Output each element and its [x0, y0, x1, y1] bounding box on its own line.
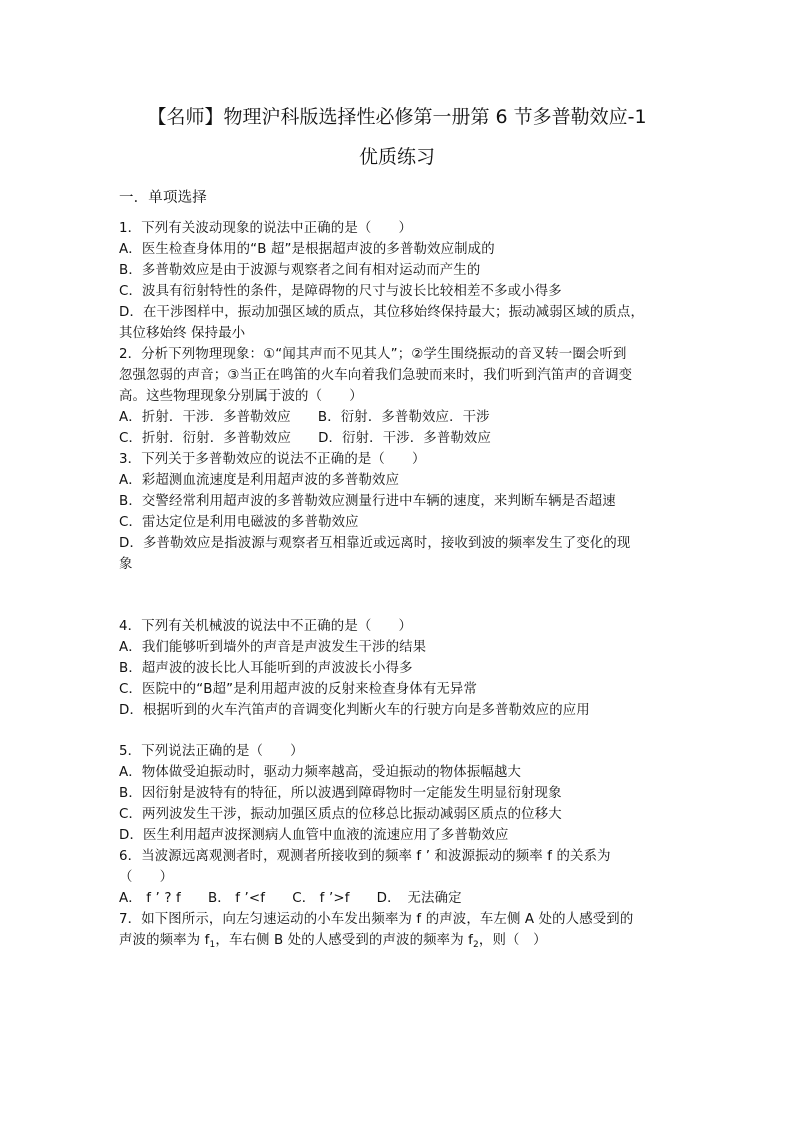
question-3-option-c: C．雷达定位是利用电磁波的多普勒效应 — [119, 515, 359, 530]
question-3-option-b: B．交警经常利用超声波的多普勒效应测量行进中车辆的速度，来判断车辆是否超速 — [119, 494, 616, 509]
subscript-2: 2 — [473, 940, 479, 950]
question-3-option-a: A．彩超测血流速度是利用超声波的多普勒效应 — [119, 473, 400, 488]
question-5-stem: 5．下列说法正确的是（ ） — [119, 744, 304, 759]
subscript-1: 1 — [209, 940, 216, 950]
question-1-option-c: C．波具有衍射特性的条件，是障碍物的尺寸与波长比较相差不多或小得多 — [119, 284, 562, 299]
question-1-stem: 1．下列有关波动现象的说法中正确的是（ ） — [119, 221, 413, 236]
question-5-option-b: B．因衍射是波特有的特征，所以波遇到障碍物时一定能发生明显衍射现象 — [119, 786, 562, 801]
question-5-option-a: A．物体做受迫振动时，驱动力频率越高，受迫振动的物体振幅越大 — [119, 765, 521, 780]
document-title-line2: 优质练习 — [358, 146, 435, 168]
question-5-option-d: D．医生利用超声波探测病人血管中血液的流速应用了多普勒效应 — [119, 828, 509, 843]
question-1-option-b: B．多普勒效应是由于波源与观察者之间有相对运动而产生的 — [119, 263, 481, 278]
question-4-option-a: A．我们能够听到墙外的声音是声波发生干涉的结果 — [119, 640, 427, 655]
question-7-text-part2: ，车右侧 B 处的人感受到的声波的频率为 f — [215, 933, 474, 948]
question-7-stem: 7．如下图所示，向左匀速运动的小车发出频率为 f 的声波，车左侧 A 处的人感受到的 — [119, 912, 634, 927]
question-1-option-d: D．在干涉图样中，振动加强区域的质点，其位移始终保持最大；振动减弱区域的质点， — [119, 305, 645, 320]
question-3-option-d-cont: 象 — [119, 557, 133, 572]
question-7-text-part1: 声波的频率为 f — [119, 933, 210, 948]
question-4-stem: 4．下列有关机械波的说法中不正确的是（ ） — [119, 619, 413, 634]
question-3-option-d: D．多普勒效应是指波源与观察者互相靠近或远离时，接收到波的频率发生了变化的现 — [119, 536, 631, 551]
question-2-stem-cont: 忽强忽弱的声音；③当正在鸣笛的火车向着我们急驶而来时，我们听到汽笛声的音调变 — [119, 368, 633, 383]
question-1-option-a: A．医生检查身体用的“B 超”是根据超声波的多普勒效应制成的 — [119, 242, 495, 257]
section-heading: 一．单项选择 — [119, 190, 207, 206]
document-title-line1: 【名师】物理沪科版选择性必修第一册第 6 节多普勒效应-1 — [147, 106, 647, 128]
question-7-text-part3: ，则（ ） — [478, 933, 547, 948]
question-3-stem: 3．下列关于多普勒效应的说法不正确的是（ ） — [119, 452, 426, 467]
question-1-option-d-cont: 其位移始终 保持最小 — [119, 326, 246, 341]
question-6-stem-cont: （ ） — [119, 870, 174, 885]
question-2-stem: 2．分析下列物理现象：①“闻其声而不见其人”；②学生围绕振动的音叉转一圈会听到 — [119, 347, 627, 362]
question-4-option-c: C．医院中的“B超”是利用超声波的反射来检查身体有无异常 — [119, 682, 477, 697]
question-6-stem: 6．当波源远离观测者时，观测者所接收到的频率 f ’ 和波源振动的频率 f 的关系为 — [119, 849, 611, 864]
question-2-stem-cont2: 高。这些物理现象分别属于波的（ ） — [119, 389, 363, 404]
question-2-options-ab: A．折射．干涉．多普勒效应 B．衍射．多普勒效应．干涉 — [119, 410, 490, 425]
question-5-option-c: C．两列波发生干涉，振动加强区质点的位移总比振动减弱区质点的位移大 — [119, 807, 562, 822]
question-2-options-cd: C．折射．衍射．多普勒效应 D．衍射．干涉．多普勒效应 — [119, 431, 492, 446]
question-4-option-b: B．超声波的波长比人耳能听到的声波波长小得多 — [119, 661, 413, 676]
question-7-stem-cont — [119, 931, 699, 955]
question-6-options: A． f ’ ? f B． f ’<f C． f ’>f D． 无法确定 — [119, 891, 462, 906]
question-4-option-d: D．根据听到的火车汽笛声的音调变化判断火车的行驶方向是多普勒效应的应用 — [119, 703, 590, 718]
